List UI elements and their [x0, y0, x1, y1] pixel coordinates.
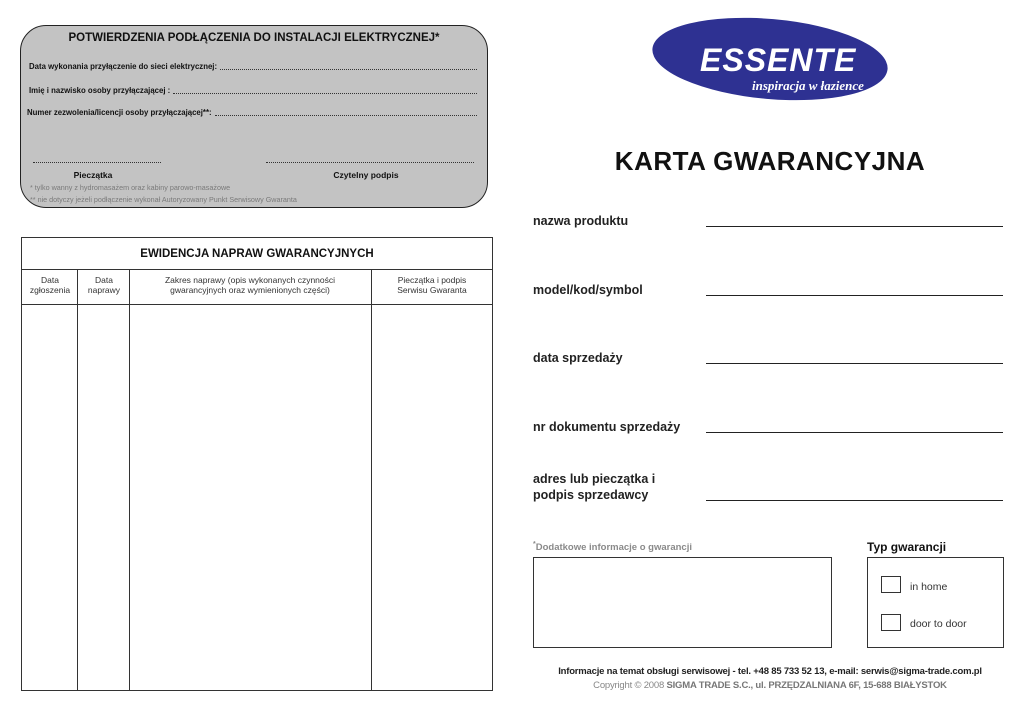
- repairs-header-repair-date: Data naprawy: [87, 275, 121, 295]
- connection-title: POTWIERDZENIA PODŁĄCZENIA DO INSTALACJI ELEKTRYCZNEJ*: [68, 32, 440, 44]
- info-label-text: Dodatkowe informacje o gwarancji: [535, 542, 692, 554]
- repairs-col-divider: [77, 269, 78, 690]
- connection-name-label: Imię i nazwisko osoby przyłączającej :: [29, 86, 171, 95]
- repairs-col-divider: [371, 269, 372, 690]
- field-seller-label-1: adres lub pieczątka i: [533, 472, 656, 486]
- service-info: Informacje na temat obsługi serwisowej - tel. +48 85 733 52 13, e-mail: serwis@sigma-trade.com.pl: [558, 666, 982, 677]
- field-doc-line[interactable]: [706, 432, 1003, 433]
- field-product-line[interactable]: [706, 226, 1003, 227]
- stamp-label: Pieczątka: [73, 170, 113, 180]
- field-doc-label: nr dokumentu sprzedaży: [533, 420, 681, 434]
- repairs-col-divider: [129, 269, 130, 690]
- card-title: KARTA GWARANCYJNA: [614, 146, 926, 176]
- repairs-table: [21, 237, 493, 691]
- field-product-label: nazwa produktu: [533, 214, 629, 228]
- company-address: SIGMA TRADE S.C., ul. PRZĘDZALNIANA 6F, 15-688 BIAŁYSTOK: [666, 680, 947, 691]
- connection-date-label: Data wykonania przyłączenie do sieci elektrycznej:: [29, 62, 218, 71]
- in-home-checkbox[interactable]: [881, 576, 901, 593]
- connection-note-2: ** nie dotyczy jeżeli podłączenie wykonał Autoryzowany Punkt Serwisowy Gwaranta: [30, 195, 297, 204]
- repairs-header-stamp: Pieczątka i podpis Serwisu Gwaranta: [397, 275, 467, 295]
- warranty-type-label: Typ gwarancji: [867, 540, 947, 554]
- info-label: [533, 541, 692, 553]
- connection-license-field[interactable]: [215, 108, 477, 116]
- connection-license-row: [27, 108, 477, 117]
- copyright-text: Copyright © 2008: [593, 680, 665, 691]
- signature-label: Czytelny podpis: [333, 170, 399, 180]
- connection-date-row: [29, 62, 477, 71]
- connection-note-1: * tylko wanny z hydromasażem oraz kabiny parowo-masażowe: [30, 183, 231, 192]
- field-seller-line[interactable]: [706, 500, 1003, 501]
- connection-license-label: Numer zezwolenia/licencji osoby przyłączającej**:: [27, 108, 212, 117]
- door-to-door-checkbox[interactable]: [881, 614, 901, 631]
- field-date-label: data sprzedaży: [533, 351, 623, 365]
- logo-brand: ESSENTE: [700, 42, 857, 78]
- field-model-label: model/kod/symbol: [533, 283, 643, 297]
- signature-line[interactable]: [266, 156, 474, 163]
- connection-name-row: [29, 86, 477, 95]
- logo-tagline: inspiracja w łazience: [752, 78, 864, 93]
- repairs-header-report-date: Data zgłoszenia: [29, 275, 71, 295]
- door-to-door-label: door to door: [910, 618, 967, 630]
- connection-name-field[interactable]: [173, 86, 477, 94]
- warranty-type-box: [867, 557, 1004, 648]
- info-box[interactable]: [533, 557, 832, 648]
- repairs-title: EWIDENCJA NAPRAW GWARANCYJNYCH: [22, 238, 492, 270]
- field-date-line[interactable]: [706, 363, 1003, 364]
- field-seller-label-2: podpis sprzedawcy: [533, 488, 649, 502]
- repairs-header-scope: Zakres naprawy (opis wykonanych czynności gwarancyjnych oraz wymienionych części): [164, 275, 336, 295]
- field-model-line[interactable]: [706, 295, 1003, 296]
- connection-date-field[interactable]: [220, 62, 477, 70]
- copyright-line: [520, 680, 1020, 691]
- in-home-label: in home: [910, 581, 948, 593]
- info-marker: *: [533, 541, 536, 548]
- stamp-line[interactable]: [33, 156, 161, 163]
- essente-logo: [650, 16, 890, 102]
- connection-confirmation-box: [20, 25, 488, 208]
